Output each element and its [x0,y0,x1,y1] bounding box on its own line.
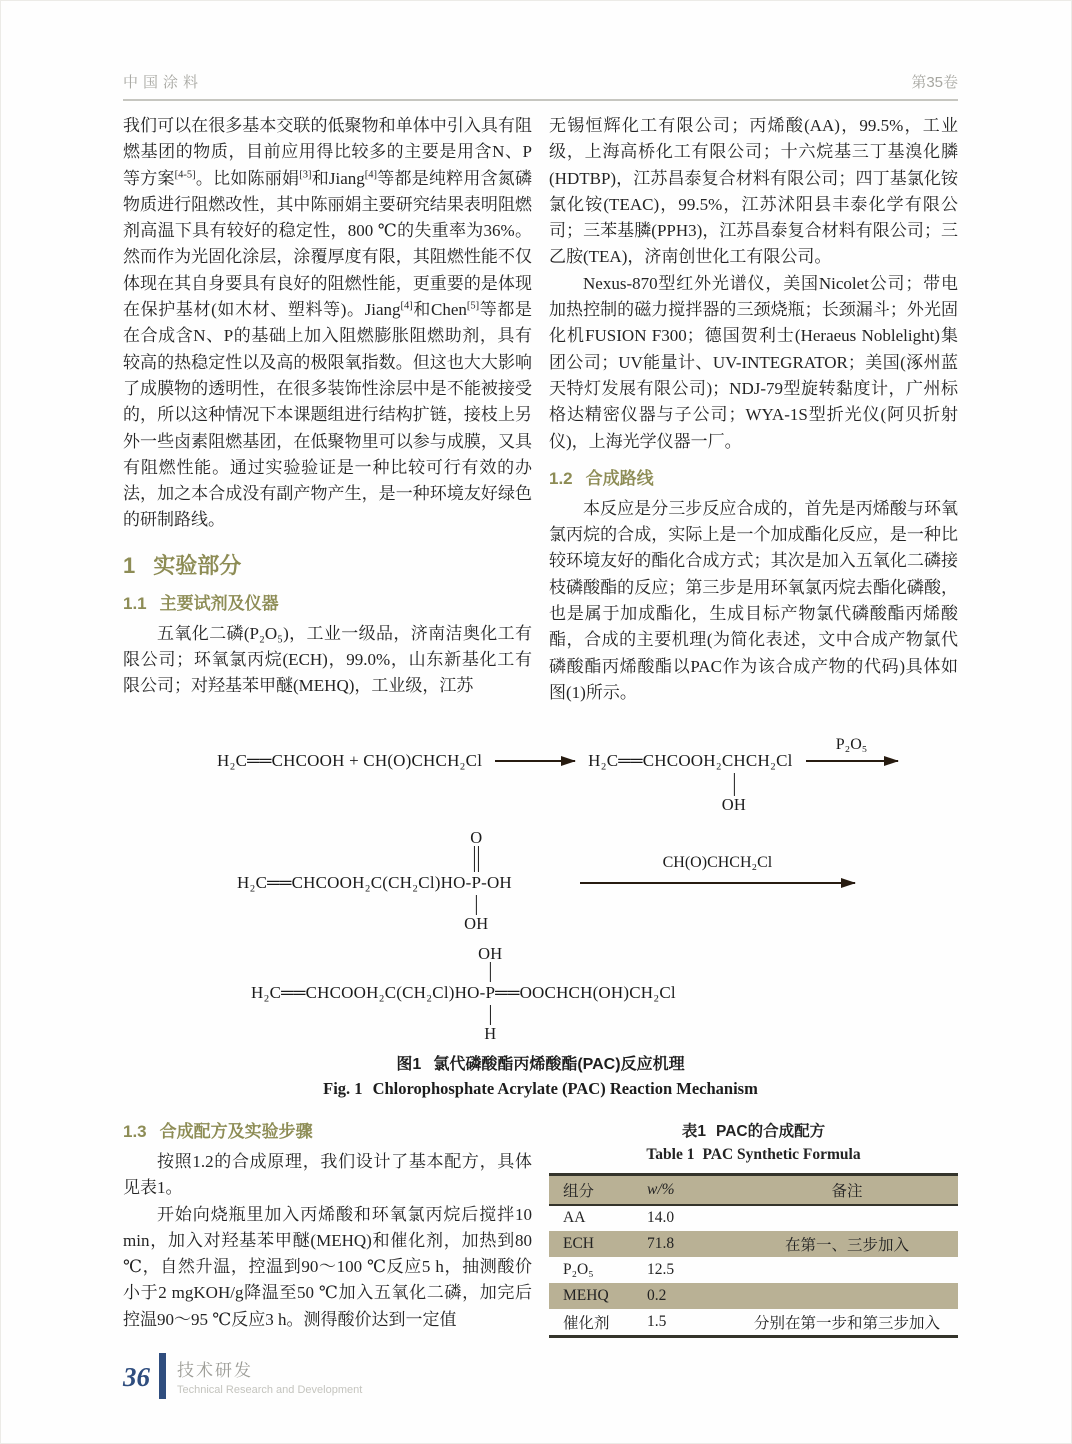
table-cell: 14.0 [647,1209,675,1226]
table-row [549,1231,958,1257]
table-cell: 71.8 [647,1234,675,1252]
table-cell: AA [563,1209,586,1226]
formula-anchor [478,943,503,1043]
table-title: PAC的合成配方 [716,1123,826,1140]
formula-anchor [721,751,747,814]
reaction-step-2 [237,827,855,933]
reaction-step-3 [251,943,676,1043]
double-bond-line [474,846,479,872]
table-header-cell: 组分 [549,1175,641,1205]
section-number: 1.2 [549,468,573,488]
table-cell: 1.5 [647,1312,667,1330]
table-cell [736,1283,958,1309]
reaction-step-1 [217,736,898,814]
table-cell: 在第一、三步加入 [784,1236,909,1254]
footer-divider-bar [159,1353,166,1399]
reaction-arrow [580,854,855,884]
substituent-label: OH [478,943,503,963]
single-bond-line [490,1005,491,1025]
table-row [549,1283,958,1309]
figure-caption-zh [123,1051,958,1074]
table-header-row [549,1175,958,1205]
formula-segment: ══OOCHCH(OH)CH₂Cl [495,983,676,1002]
formula-intro-paragraph: 按照1.2的合成原理，我们设计了基本配方，具体见表1。 [123,1152,532,1198]
table-cell: 分别在第一步和第三步加入 [753,1314,940,1332]
chemical-formula-reactants: H₂C══CHCOOH + CH(O)CHCH₂Cl [217,751,483,770]
chemical-formula-phosphate [237,827,512,933]
formula-segment: CH [721,751,746,770]
page-footer [123,1353,362,1399]
reaction-arrow [806,736,898,762]
table-row [549,1205,958,1231]
page-body [123,113,958,1350]
substituent-label: OH [721,795,747,814]
formula-segment: P [485,983,496,1002]
table-title-zh [549,1119,958,1141]
table-cell: ECH [563,1234,594,1252]
section-number: 1.3 [123,1122,147,1141]
volume-label: 第35卷 [911,74,958,91]
bond-up-group [470,829,482,872]
substituent-label: H [484,1024,497,1043]
section-title: 主要试剂及仪器 [159,593,279,613]
figure-caption-en [123,1079,958,1099]
bond-down-group [722,773,746,813]
table-cell: 12.5 [647,1260,675,1278]
chemical-formula-pac-product [251,943,676,1043]
table-cell: P₂O₅ [563,1260,594,1278]
table-row [549,1257,958,1283]
formula-segment: H₂C══CHCOOH₂C(CH₂Cl)HO- [251,983,486,1002]
single-bond-line [490,962,491,982]
table-title-en [549,1146,958,1164]
bond-down-group [464,895,488,932]
reaction-scheme [123,727,958,1049]
substituent-label: O [470,827,483,847]
figure-label: 图1 [396,1056,422,1073]
section-title: 合成路线 [585,468,654,488]
formula-segment: CH₂Cl [745,751,793,770]
section-heading-1-1 [123,589,532,614]
figure-label: Fig. 1 [323,1079,363,1098]
section-number: 1.1 [123,593,147,613]
table-header-cell: 备注 [736,1175,958,1205]
footer-section-title-zh: 技术研发 [177,1361,253,1380]
table-header-cell: w/% [641,1175,736,1205]
page-number: 36 [123,1362,150,1392]
procedure-paragraph: 开始向烧瓶里加入丙烯酸和环氧氯丙烷后搅拌10 min，加入对羟基苯甲醚(MEHQ)和催化剂，加热到80 ℃，自然升温，控温到90～100 ℃反应5 h，抽测酸价小于2 mgKOH/g降温至50 ℃加入五氧化二磷，加完后控温90～95 ℃反应3 h。测得酸价达到一定值 [123,1204,532,1329]
substituent-label: OH [464,914,489,933]
reagents-paragraph: 五氧化二磷(P₂O₅)，工业一级品，济南洁奥化工有限公司；环氧氯丙烷(ECH)，99.0%，山东新基化工有限公司；对羟基苯甲醚(MEHQ)，工业级，江苏 [123,623,532,696]
journal-title: 中国涂料 [123,74,204,91]
left-column-bottom [123,1115,532,1350]
right-column-bottom [549,1115,958,1350]
reagents-continued-paragraph: 无锡恒辉化工有限公司；丙烯酸(AA)，99.5%，工业级，上海高桥化工有限公司；十六烷基三丁基溴化膦(HDTBP)，江苏昌泰复合材料有限公司；四丁基氯化铵氯化铵(TEAC)，99.5%，江苏沭阳县丰泰化学有限公司；三苯基膦(PPH3)，江苏昌泰复合材料有限公司；三乙胺(TEA)，济南创世化工有限公司。 [549,116,958,267]
formula-segment: P [471,873,482,892]
bottom-columns [123,1115,958,1350]
page-header [123,71,958,101]
table-title: PAC Synthetic Formula [702,1146,861,1163]
instruments-paragraph: Nexus-870型红外光谱仪，美国Nicolet公司；带电加热控制的磁力搅拌器的三颈烧瓶；长颈漏斗；外光固化机FUSION F300；德国贺利士(Heraeus Noblelight)集团公司；UV能量计、UV-INTEGRATOR；美国(涿州蓝天特灯发展有限公司)；NDJ-79型旋转黏度计，广州标格达精密仪器与子公司；WYA-1S型折光仪(阿贝折射仪)，上海光学仪器一厂。 [549,273,958,451]
intro-paragraph: 我们可以在很多基本交联的低聚物和单体中引入具有阻燃基团的物质，目前应用得比较多的主要是用含N、P等方案[4-5]。比如陈丽娟[3]和Jiang[4]等都是纯粹用含氮磷物质进行阻燃改性，其中陈丽娟主要研究结果表明阻燃剂高温下具有较好的稳定性，800 ℃的失重率为36%。然而作为光固化涂层，涂覆厚度有限，其阻燃性能不仅体现在其自身要具有良好的阻燃性能，更重要的是体现在保护基材(如木材、塑料等)。Jiang[4]和Chen[5]等都是在合成含N、P的基础上加入阻燃膨胀阻燃助剂，具有较高的热稳定性以及高的极限氧指数。但这也大大影响了成膜物的透明性，在很多装饰性涂层中是不能被接受的，所以这种情况下本课题组进行结构扩链，接枝上另外一些卤素阻燃基团，在低聚物里可以参与成膜，又具有阻燃性能。通过实验验证是一种比较可行有效的办法，加之本合成没有副产物产生，是一种环境友好绿色的研制路线。 [123,116,533,530]
section-title: 实验部分 [153,552,242,578]
table-label: Table 1 [646,1146,695,1163]
footer-section-title-en: Technical Research and Development [177,1384,363,1396]
section-heading-1-2 [549,464,958,489]
section-number: 1 [123,552,136,578]
figure-caption [123,1051,958,1099]
section-heading-1-3 [123,1117,532,1142]
table-cell [736,1205,958,1231]
chemical-formula-product [588,751,793,814]
route-paragraph: 本反应是分三步反应合成的，首先是丙烯酸与环氧氯丙烷的合成，实际上是一个加成酯化反应，是一种比较环境友好的酯化合成方式；其次是加入五氧化二磷接枝磷酸酯的反应；第三步是用环氧氯丙烷去酯化磷酸，也是属于加成酯化，生成目标产物氯代磷酸酯丙烯酸酯，合成的主要机理(为简化表述，文中合成产物氯代磷酸酯丙烯酸酯以PAC作为该合成产物的代码)具体如图(1)所示。 [549,498,958,702]
single-bond-line [733,773,734,796]
figure-title: Chlorophosphate Acrylate (PAC) Reaction Mechanism [372,1079,758,1098]
formula-segment: H₂C══CHCOOH₂ [588,751,722,770]
reaction-arrow [495,760,575,762]
footer-section [177,1353,362,1396]
table-label: 表1 [681,1123,707,1140]
arrow-reagent-label: P₂O₅ [835,736,868,754]
table-cell: MEHQ [563,1286,609,1304]
synthetic-formula-table [549,1173,958,1338]
bond-down-group [484,1005,496,1042]
formula-segment: -OH [481,873,512,892]
table-cell: 催化剂 [563,1314,610,1332]
table-cell: 0.2 [647,1286,667,1304]
section-heading-1 [123,549,532,580]
table-row [549,1309,958,1337]
arrow-reagent-label: CH(O)CHCH₂Cl [662,854,773,872]
section-title: 合成配方及实验步骤 [159,1122,313,1141]
figure-title: 氯代磷酸酯丙烯酸酯(PAC)反应机理 [433,1056,685,1073]
left-column [123,113,532,727]
bond-up-group [478,945,502,982]
table-cell [736,1257,958,1283]
right-column [549,113,958,727]
single-bond-line [476,895,477,915]
formula-segment: H₂C══CHCOOH₂C(CH₂Cl)HO- [237,873,472,892]
formula-anchor [464,827,489,933]
top-columns [123,113,958,727]
